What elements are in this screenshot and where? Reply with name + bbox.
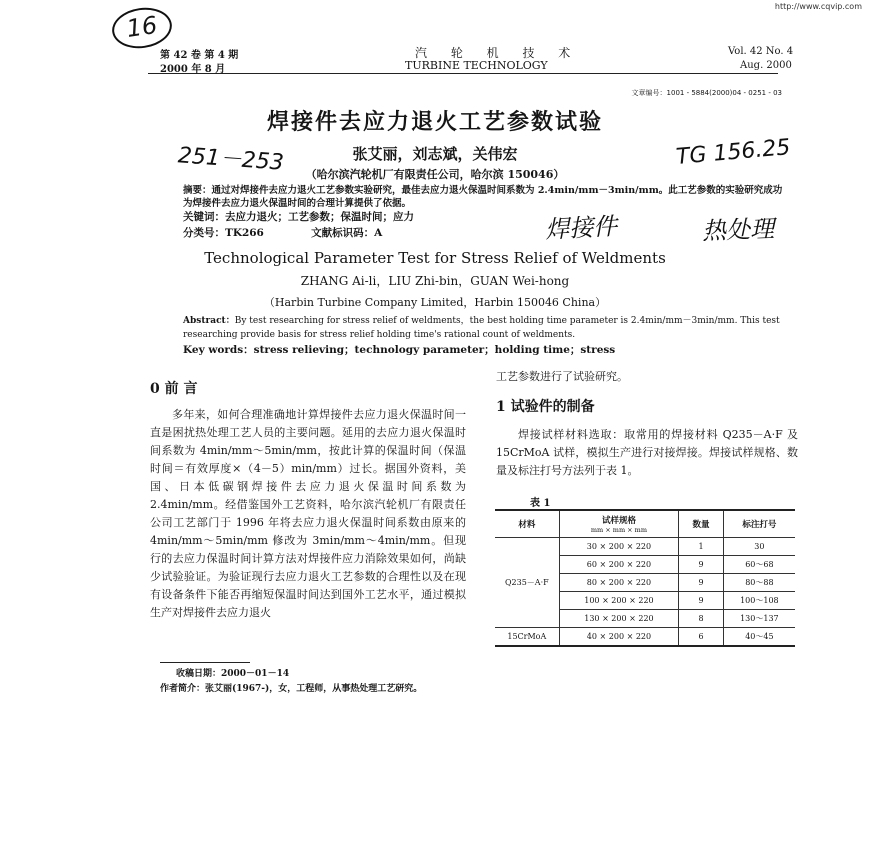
table-header-spec-label: 试样规格	[601, 516, 636, 526]
table-cell-mark: 30	[723, 538, 795, 556]
header-rule	[148, 73, 778, 74]
handwritten-class-number: TG 156.25	[675, 135, 792, 170]
footnote-bio: 作者简介：张艾丽(1967-)，女，工程师，从事热处理工艺研究。	[160, 684, 423, 694]
classification	[183, 227, 543, 240]
table-cell-count: 1	[679, 538, 724, 556]
table-1	[495, 509, 795, 647]
affiliation-en: （Harbin Turbine Company Limited，Harbin 150046 China）	[263, 296, 607, 309]
table-cell-mark: 100～108	[723, 592, 795, 610]
abstract-en-label: Abstract：	[183, 316, 235, 326]
paper-title-cn: 焊接件去应力退火工艺参数试验	[266, 109, 603, 135]
table-cell-count: 6	[679, 628, 724, 647]
table-cell-material: 15CrMoA	[495, 628, 559, 647]
table-cell-count: 9	[679, 592, 724, 610]
section-1-text: 焊接试样材料选取：取常用的焊接材料 Q235－A·F 及 15CrMoA 试样，模拟生产进行对接焊接。焊接试样规格、数量及标注打号方法列于表 1。	[496, 428, 798, 477]
source-url: http://www.cqvip.com	[774, 2, 862, 11]
table-cell-spec: 80 × 200 × 220	[559, 574, 679, 592]
affiliation-cn: （哈尔滨汽轮机厂有限责任公司，哈尔滨 150046）	[305, 168, 565, 181]
keywords-cn-label: 关键词：	[183, 211, 225, 223]
abstract-en-text: By test researching for stress relief of weldments，the best holding time parameter is 2.4min/mm－3min/mm. This test researching provide basis for stress relief holding time's rational count of weldments.	[183, 316, 780, 340]
table-cell-count: 9	[679, 556, 724, 574]
keywords-en-label: Key words：	[183, 344, 254, 356]
table-header-mark: 标注打号	[723, 510, 795, 538]
handwritten-pages: 251－253	[177, 143, 285, 176]
classification-label: 分类号：	[183, 227, 225, 239]
authors-en: ZHANG Ai-li，LIU Zhi-bin，GUAN Wei-hong	[300, 274, 570, 288]
classification-value: TK266	[225, 227, 264, 239]
volume-en: Vol. 42 No. 4	[728, 46, 794, 57]
table-cell-mark: 60～68	[723, 556, 795, 574]
table-cell-spec: 60 × 200 × 220	[559, 556, 679, 574]
table-row	[495, 538, 795, 556]
footnote-received: 收稿日期：2000－01－14	[176, 669, 290, 679]
doc-number: 文章编号：1001 - 5884(2000)04 - 0251 - 03	[631, 89, 782, 97]
table-row	[495, 628, 795, 647]
abstract-cn	[183, 184, 783, 210]
table-cell-spec: 40 × 200 × 220	[559, 628, 679, 647]
section-0-text: 多年来，如何合理准确地计算焊接件去应力退火保温时间一直是困扰热处理工艺人员的主要问题。延用的去应力退火保温时间系数为 4min/mm～5min/mm，按此计算的保温时间（保温时间＝有效厚度×（4－5）min/mm）过长。据国外资料，美国、日本低碳钢焊接件去应力退火保温时间系数为 2.4min/mm。经借鉴国外工艺资料，哈尔滨汽轮机厂有限责任公司工艺部门于 1996 年将去应力退火保温时间系数由原来的 4min/mm～5min/mm 修改为 3min/mm～4min/mm。但现行的去应力保温时间计算方法对焊接件应力消除效果如何，尚缺少试验验证。为验证现行去应力退火工艺参数的合理性以及在现有设备条件下能否再缩短保温时间达到国外工艺水平，通过模拟生产对焊接件去应力退火	[150, 408, 466, 619]
table-cell-material: Q235－A·F	[495, 538, 559, 628]
authors-cn: 张艾丽，刘志斌，关伟宏	[352, 145, 518, 163]
date-en: Aug. 2000	[740, 60, 792, 71]
date-cn: 2000 年 8 月	[160, 64, 226, 75]
keywords-cn-text: 去应力退火；工艺参数；保温时间；应力	[225, 211, 414, 223]
section-0-continuation: 工艺参数进行了试验研究。	[496, 370, 628, 383]
table-1-title: 表 1	[530, 498, 551, 509]
journal-title-cn: 汽 轮 机 技 术	[415, 46, 581, 60]
abstract-cn-text: 通过对焊接件去应力退火工艺参数实验研究，最佳去应力退火保温时间系数为 2.4min/mm－3min/mm。此工艺参数的实验研究成功为焊接件去应力退火保温时间的合理计算提供了依据。	[183, 185, 783, 209]
handwritten-word-weldment: 焊接件	[544, 212, 618, 244]
table-cell-count: 9	[679, 574, 724, 592]
doc-code-label: 文献标识码：	[311, 227, 375, 239]
table-header-material: 材料	[495, 510, 559, 538]
table-cell-spec: 130 × 200 × 220	[559, 610, 679, 628]
footnote-rule	[160, 662, 250, 663]
doc-code-value: A	[374, 227, 383, 239]
section-0-heading: 0 前 言	[150, 381, 198, 397]
table-header-spec	[559, 510, 679, 538]
section-1-heading: 1 试验件的制备	[496, 399, 595, 415]
table-cell-spec: 100 × 200 × 220	[559, 592, 679, 610]
table-cell-spec: 30 × 200 × 220	[559, 538, 679, 556]
keywords-en	[183, 342, 615, 357]
table-cell-mark: 80～88	[723, 574, 795, 592]
table-cell-count: 8	[679, 610, 724, 628]
table-header-count: 数量	[679, 510, 724, 538]
abstract-cn-label: 摘要：	[183, 185, 212, 196]
handwritten-word-heat-treatment: 热处理	[701, 214, 775, 246]
keywords-cn	[183, 211, 543, 224]
table-cell-mark: 40～45	[723, 628, 795, 647]
table-header-spec-unit: mm × mm × mm	[590, 526, 648, 534]
journal-title-en: TURBINE TECHNOLOGY	[405, 59, 548, 72]
keywords-en-text: stress relieving；technology parameter；holding time；stress	[253, 344, 616, 356]
paper-title-en: Technological Parameter Test for Stress Relief of Weldments	[204, 249, 666, 267]
handwritten-circle-number: 16	[110, 4, 175, 52]
table-cell-mark: 130～137	[723, 610, 795, 628]
volume-cn: 第 42 卷 第 4 期	[160, 50, 239, 61]
abstract-en	[183, 314, 783, 342]
